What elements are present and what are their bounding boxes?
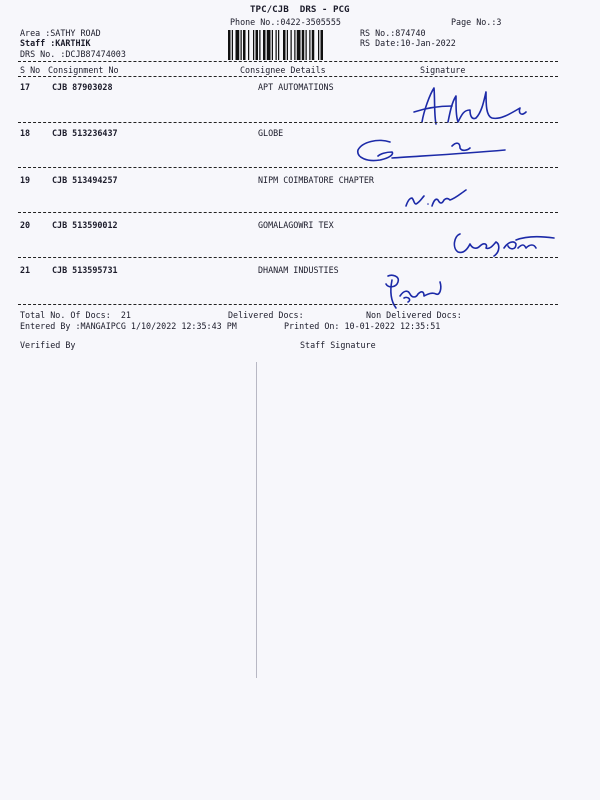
row-consignee: NIPM COIMBATORE CHAPTER [258, 175, 374, 185]
verified-by: Verified By [20, 340, 76, 350]
document-title: TPC/CJB DRS - PCG [250, 4, 350, 15]
divider [18, 167, 558, 168]
total-docs: Total No. Of Docs: 21 [20, 310, 131, 320]
non-delivered-docs: Non Delivered Docs: [366, 310, 462, 320]
staff-label: Staff :KARTHIK [20, 38, 91, 48]
printed-on: Printed On: 10-01-2022 12:35:51 [284, 321, 441, 331]
area-label: Area :SATHY ROAD [20, 28, 101, 38]
page-number: Page No.:3 [451, 17, 502, 27]
row-consignment-no: CJB 513236437 [52, 128, 118, 138]
row-sno: 20 [20, 220, 31, 230]
entered-by: Entered By :MANGAIPCG 1/10/2022 12:35:43 PM [20, 321, 237, 331]
delivered-docs: Delivered Docs: [228, 310, 304, 320]
rs-date: RS Date:10-Jan-2022 [360, 38, 456, 48]
barcode [228, 30, 354, 60]
signature-image [400, 84, 530, 130]
column-header-consignee: Consignee Details [240, 65, 326, 75]
row-sno: 19 [20, 175, 31, 185]
row-consignee: GLOBE [258, 128, 284, 138]
divider [18, 122, 558, 123]
divider [18, 61, 558, 62]
rs-number: RS No.:874740 [360, 28, 426, 38]
row-consignee: DHANAM INDUSTIES [258, 265, 339, 275]
row-consignment-no: CJB 513595731 [52, 265, 118, 275]
row-consignment-no: CJB 513590012 [52, 220, 118, 230]
row-consignee: APT AUTOMATIONS [258, 82, 334, 92]
fold-line [256, 362, 257, 678]
divider [18, 257, 558, 258]
row-sno: 18 [20, 128, 31, 138]
signature-image [450, 222, 560, 258]
divider [18, 76, 558, 77]
drs-number: DRS No. :DCJB87474003 [20, 49, 126, 59]
staff-signature-label: Staff Signature [300, 340, 376, 350]
row-sno: 17 [20, 82, 31, 92]
column-header-sno: S No [20, 65, 41, 75]
row-consignment-no: CJB 513494257 [52, 175, 118, 185]
row-sno: 21 [20, 265, 31, 275]
divider [18, 212, 558, 213]
column-header-signature: Signature [420, 65, 466, 75]
signature-image [350, 132, 510, 172]
phone-number: Phone No.:0422-3505555 [230, 17, 341, 27]
signature-image [400, 182, 470, 212]
row-consignee: GOMALAGOWRI TEX [258, 220, 334, 230]
row-consignment-no: CJB 87903028 [52, 82, 113, 92]
column-header-consignment: Consignment No [48, 65, 119, 75]
divider [18, 304, 558, 305]
